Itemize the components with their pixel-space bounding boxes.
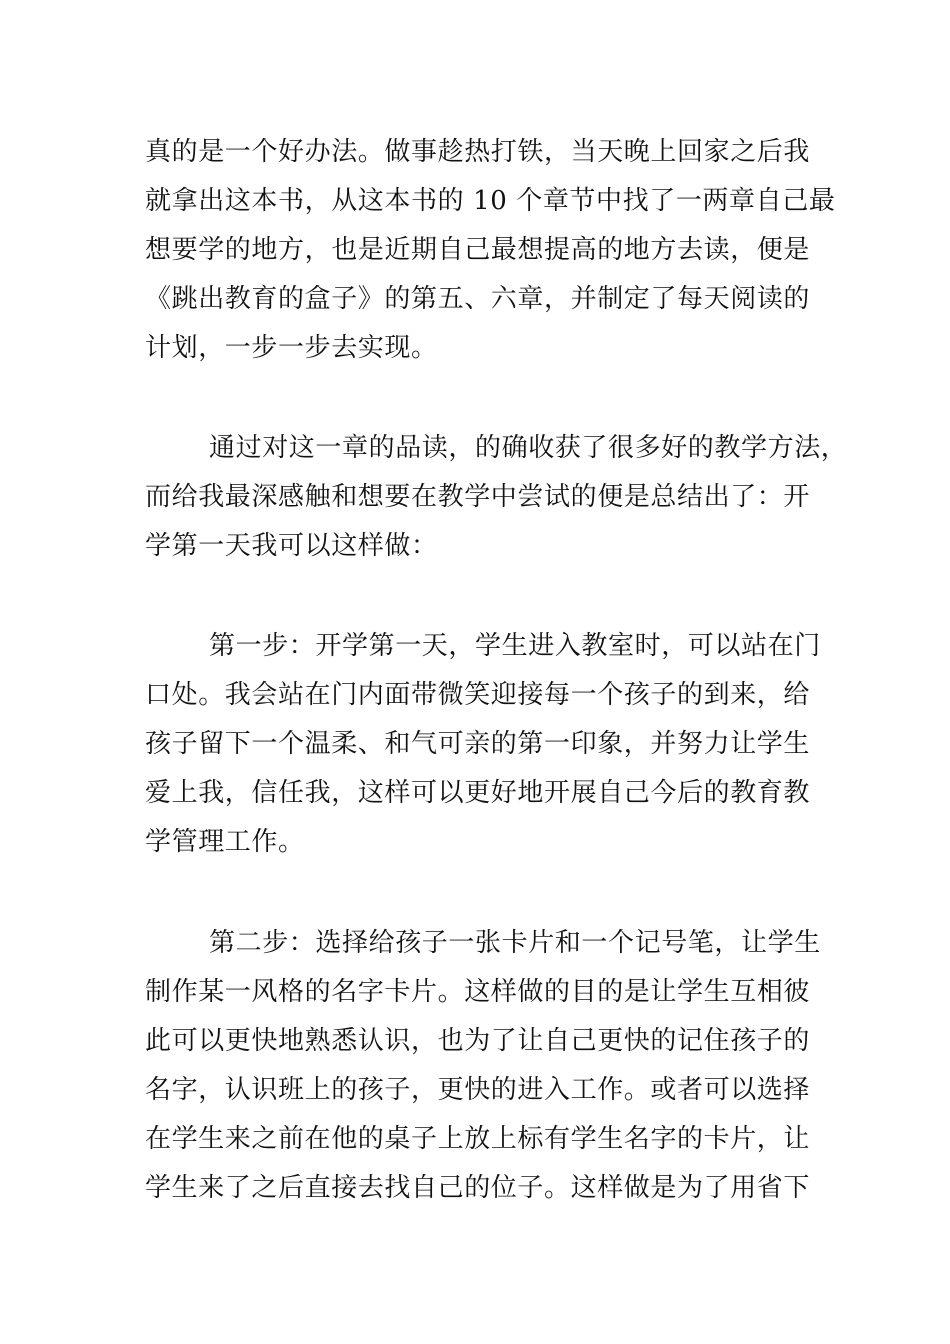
paragraph-line: 爱上我，信任我，这样可以更好地开展自己今后的教育教 xyxy=(145,778,811,808)
paragraph-line: 此可以更快地熟悉认识，也为了让自己更快的记住孩子的 xyxy=(145,1026,811,1056)
paragraph-line: 计划，一步一步去实现。 xyxy=(145,333,438,363)
paragraph-2 xyxy=(145,424,848,571)
paragraph-line: 真的是一个好办法。做事趁热打铁，当天晚上回家之后我 xyxy=(145,137,811,167)
paragraph-line: 学生来了之后直接去找自己的位子。这样做是为了用省下 xyxy=(145,1173,811,1203)
paragraph-line: 第一步：开学第一天，学生进入教室时，可以站在门 xyxy=(209,631,821,661)
paragraph-line: 第二步：选择给孩子一张卡片和一个记号笔，让学生 xyxy=(209,928,821,958)
paragraph-line: 就拿出这本书，从这本书的 10 个章节中找了一两章自己最 xyxy=(145,186,836,216)
paragraph-line: 学第一天我可以这样做： xyxy=(145,531,438,561)
paragraph-3 xyxy=(145,622,845,867)
paragraph-line: 孩子留下一个温柔、和气可亲的第一印象，并努力让学生 xyxy=(145,729,811,759)
paragraph-1 xyxy=(145,128,845,373)
paragraph-line: 口处。我会站在门内面带微笑迎接每一个孩子的到来，给 xyxy=(145,680,811,710)
paragraph-line: 在学生来之前在他的桌子上放上标有学生名字的卡片，让 xyxy=(145,1124,811,1154)
paragraph-line: 通过对这一章的品读，的确收获了很多好的教学方法， xyxy=(209,433,848,463)
paragraph-line: 名字，认识班上的孩子，更快的进入工作。或者可以选择 xyxy=(145,1075,811,1105)
paragraph-line: 制作某一风格的名字卡片。这样做的目的是让学生互相彼 xyxy=(145,977,811,1007)
paragraph-line: 而给我最深感触和想要在教学中尝试的便是总结出了：开 xyxy=(145,482,811,512)
paragraph-line: 《跳出教育的盒子》的第五、六章，并制定了每天阅读的 xyxy=(145,284,811,314)
paragraph-line: 想要学的地方，也是近期自己最想提高的地方去读，便是 xyxy=(145,235,811,265)
paragraph-4 xyxy=(145,919,845,1213)
paragraph-line: 学管理工作。 xyxy=(145,827,305,857)
